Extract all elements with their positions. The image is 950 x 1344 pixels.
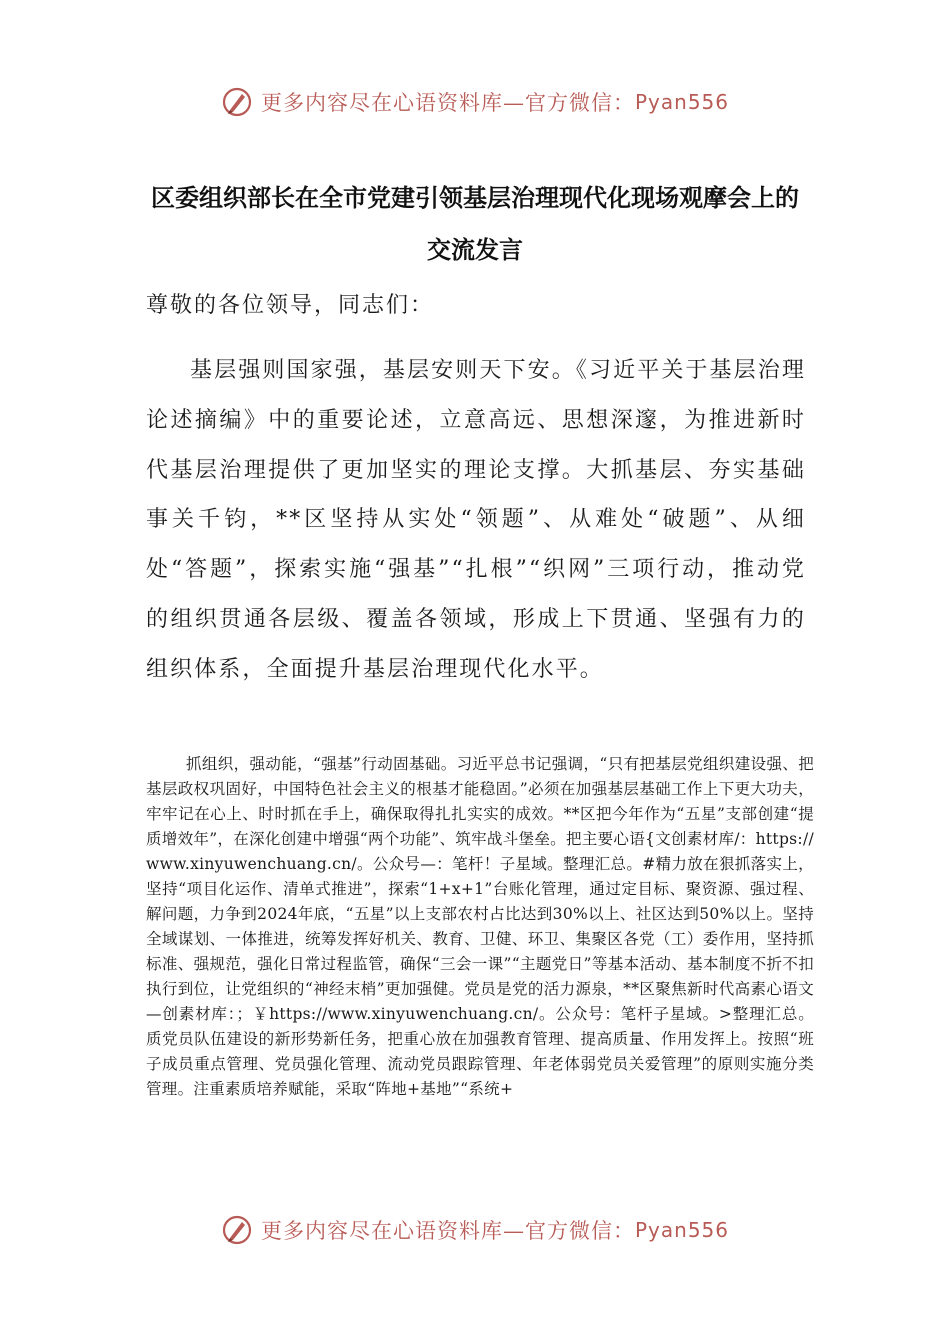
banner-text: 更多内容尽在心语资料库—官方微信： — [260, 1219, 635, 1243]
document-title: 区委组织部长在全市党建引领基层治理现代化现场观摩会上的交流发言 — [151, 184, 799, 264]
pen-logo-icon — [221, 86, 253, 118]
body-paragraph: 抓组织，强动能，“强基”行动固基础。习近平总书记强调，“只有把基层党组织建设强、把基层政权巩固好，中国特色社会主义的根基才能稳固。”必须在加强基层基础工作上下更大功夫，牢牢记在心上、时时抓在手上，确保取得扎扎实实的成效。**区把今年作为“五星”支部创建“提质增效年”，在深化创建中增强“两个功能”、筑牢战斗堡垒。把主要心语{文创素材库/：https://www.xinyuwenchuang.cn/。公众号—：笔杆！子星域。整理汇总。#精力放在狠抓落实上，坚持“项目化运作、清单式推进”，探索“1+x+1”台账化管理，通过定目标、聚资源、强过程、解问题，力争到2024年底，“五星”以上支部农村占比达到30%以上、社区达到50%以上。坚持全域谋划、一体推进，统筹发挥好机关、教育、卫健、环卫、集聚区各党（工）委作用，坚持抓标准、强规范，强化日常过程监管，确保“三会一课”“主题党日”等基本活动、基本制度不折不扣执行到位，让党组织的“神经末梢”更加强健。党员是党的活力源泉，**区聚焦新时代高素心语文—创素材库：；￥https://www.xinyuwenchuang.cn/。公众号：笔杆子星域。>整理汇总。质党员队伍建设的新形势新任务，把重心放在加强教育管理、提高质量、作用发挥上。按照“班子成员重点管理、党员强化管理、流动党员跟踪管理、年老体弱党员关爱管理”的原则实施分类管理。注重素质培养赋能，采取“阵地+基地”“系统+ — [146, 755, 814, 1098]
pen-logo-icon — [221, 1214, 253, 1246]
footer-watermark-banner — [0, 1210, 950, 1250]
intro-paragraph: 基层强则国家强，基层安则天下安。《习近平关于基层治理论述摘编》中的重要论述，立意高远、思想深邃，为推进新时代基层治理提供了更加坚实的理论支撑。大抓基层、夯实基础事关千钧，**区坚持从实处“领题”、从难处“破题”、从细处“答题”，探索实施“强基”“扎根”“织网”三项行动，推动党的组织贯通各层级、覆盖各领域，形成上下贯通、坚强有力的组织体系，全面提升基层治理现代化水平。 — [146, 358, 806, 682]
header-watermark-banner — [0, 82, 950, 122]
salutation: 尊敬的各位领导，同志们： — [146, 293, 435, 318]
banner-text: 更多内容尽在心语资料库—官方微信： — [260, 91, 635, 115]
banner-wechat-id: Pyan556 — [634, 90, 729, 114]
banner-wechat-id: Pyan556 — [634, 1218, 729, 1242]
